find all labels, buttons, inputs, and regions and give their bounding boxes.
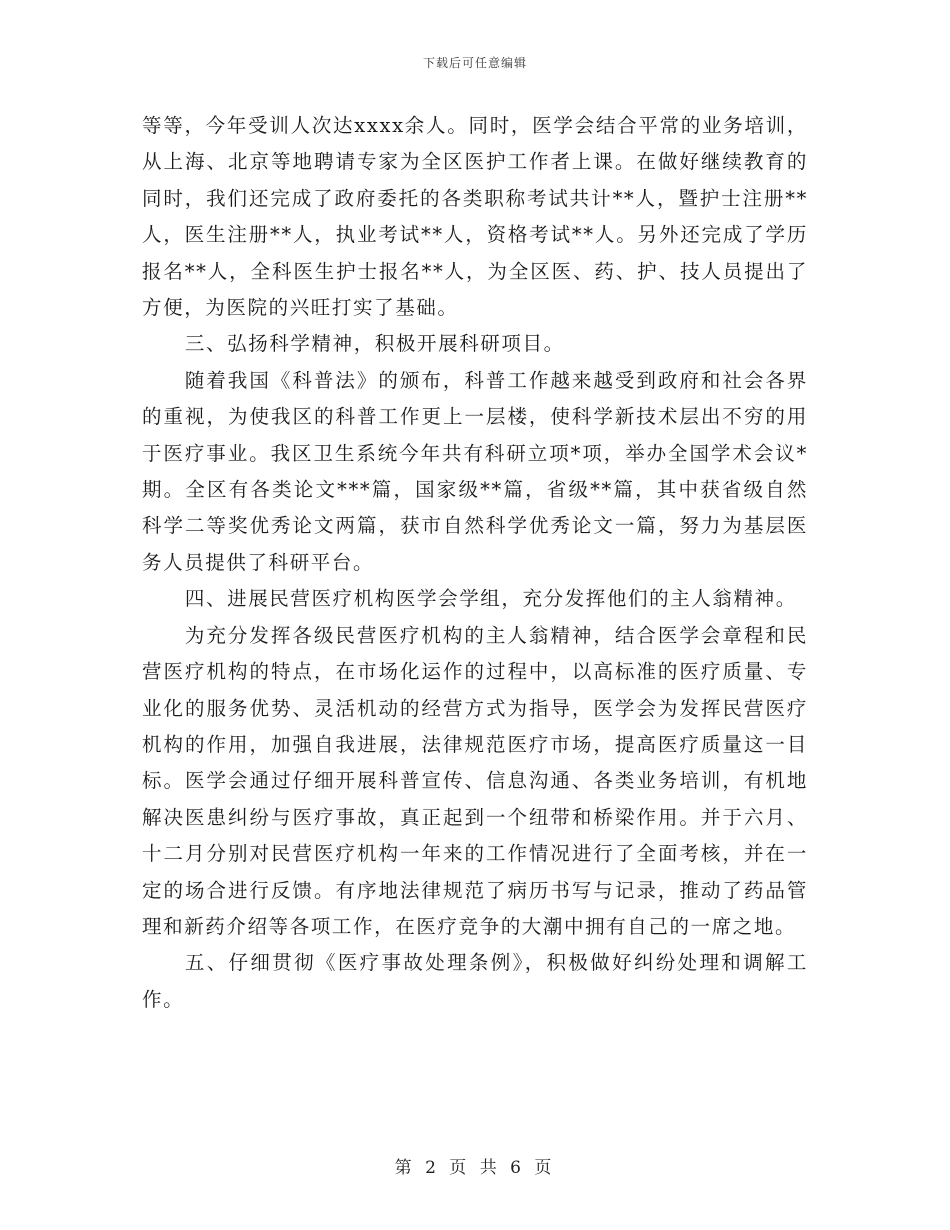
document-body [142,108,808,1018]
section-heading-4: 四、进展民营医疗机构医学会学组，充分发挥他们的主人翁精神。 [184,587,797,611]
body-paragraph-research: 随着我国《科普法》的颁布，科普工作越来越受到政府和社会各界的重视，为使我区的科普工作更上一层楼，使科学新技术层出不穷的用于医疗事业。我区卫生系统今年共有科研立项*项，举办全国学术会议*期。全区有各类论文***篇，国家级**篇，省级**篇，其中获省级自然科学二等奖优秀论文两篇，获市自然科学优秀论文一篇，努力为基层医务人员提供了科研平台。 [142,368,808,574]
body-paragraph-private-medical: 为充分发挥各级民营医疗机构的主人翁精神，结合医学会章程和民营医疗机构的特点，在市场化运作的过程中，以高标准的医疗质量、专业化的服务优势、灵活机动的经营方式为指导，医学会为发挥民营医疗机构的作用，加强自我进展，法律规范医疗市场，提高医疗质量这一目标。医学会通过仔细开展科普宣传、信息沟通、各类业务培训，有机地解决医患纠纷与医疗事故，真正起到一个纽带和桥梁作用。并于六月、十二月分别对民营医疗机构一年来的工作情况进行了全面考核，并在一定的场合进行反馈。有序地法律规范了病历书写与记录，推动了药品管理和新药介绍等各项工作，在医疗竞争的大潮中拥有自己的一席之地。 [142,623,808,938]
header-note: 下载后可任意编辑 [422,56,527,70]
section-heading-5: 五、仔细贯彻《医疗事故处理条例》，积极做好纠纷处理和调解工作。 [142,951,808,1011]
section-heading-3: 三、弘扬科学精神，积极开展科研项目。 [184,332,565,356]
page-number: 第 2 页 共 6 页 [394,1158,556,1178]
body-paragraph-continuation: 等等，今年受训人次达xxxx余人。同时，医学会结合平常的业务培训，从上海、北京等地聘请专家为全区医护工作者上课。在做好继续教育的同时，我们还完成了政府委托的各类职称考试共计**人，暨护士注册**人，医生注册**人，执业考试**人，资格考试**人。另外还完成了学历报名**人，全科医生护士报名**人，为全区医、药、护、技人员提出了方便，为医院的兴旺打实了基础。 [142,114,808,320]
